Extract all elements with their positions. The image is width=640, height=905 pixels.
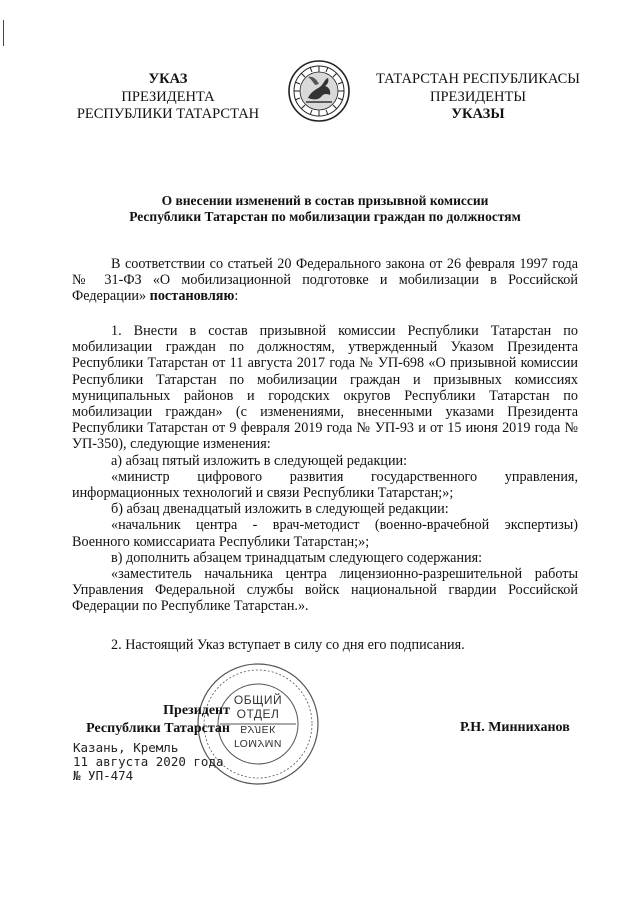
preamble-colon: : <box>234 288 239 305</box>
item-2 <box>72 637 578 653</box>
preamble <box>72 256 578 305</box>
document-title <box>60 193 590 225</box>
decree-date: 11 августа 2020 года <box>73 754 224 769</box>
decree-word-tt: УКАЗЫ <box>451 106 505 122</box>
item-1 <box>72 323 578 615</box>
tatarstan-coat-of-arms-icon <box>288 60 350 122</box>
item-1-a-label: а) абзац пятый изложить в следующей редакции: <box>111 452 408 469</box>
president-word-tt: ПРЕЗИДЕНТЫ <box>429 88 527 105</box>
item-1-b-text: «начальник центра - врач-методист (военно-врачебной экспертизы) Военного комиссариата Республики Татарстан;»; <box>72 517 578 550</box>
title-line-1: О внесении изменений в состав призывной комиссии <box>161 193 489 208</box>
item-2-text: 2. Настоящий Указ вступает в силу со дня его подписания. <box>111 637 465 653</box>
item-1-c-text: «заместитель начальника центра лицензионно-разрешительной работы Управления Федеральной службы войск национальной гвардии Российской Федерации по Республике Татарстан.». <box>72 566 578 615</box>
item-1-intro: 1. Внести в состав призывной комиссии Республики Татарстан по мобилизации граждан по должностям, утвержденный Указом Президента Республики Татарстан от 11 августа 2017 года № УП-698 «О призывной комиссии Республики Татарстан по мобилизации граждан и призывных комиссиях муниципальных районов и городских округов Республики Татарстан по мобилизации граждан» (с изменениями, внесенными указами Президента Республики Татарстан от 9 февраля 2019 года № УП-93 и от 15 июня 2019 года № УП-350), следующие изменения: <box>72 323 578 453</box>
president-word-ru: ПРЕЗИДЕНТА <box>121 88 215 105</box>
stamp-line-3: БУЛЕК <box>240 723 276 735</box>
item-1-b-label: б) абзац двенадцатый изложить в следующей редакции: <box>111 501 449 518</box>
item-1-c-label: в) дополнить абзацем тринадцатым следующего содержания: <box>111 549 483 566</box>
header-right <box>362 71 594 124</box>
scan-edge-mark <box>3 20 4 46</box>
header-left <box>62 71 274 124</box>
republic-name-tt: ТАТАРСТАН РЕСПУБЛИКАСЫ <box>376 71 580 87</box>
signatory-title-line-1: Президент <box>163 703 230 718</box>
decree-keyword: постановляю <box>149 288 235 305</box>
stamp-line-1: ОБЩИЙ <box>233 693 283 707</box>
stamp-line-4: ГОМУМИ <box>234 737 282 749</box>
preamble-text: В соответствии со статьей 20 Федерального закона от 26 февраля 1997 года № 31-ФЗ «О мобилизационной подготовке и мобилизации в Российской Федерации» <box>72 256 578 305</box>
decree-word-ru: УКАЗ <box>148 71 188 87</box>
signatory-name: Р.Н. Минниханов <box>460 720 570 735</box>
stamp-line-2: ОТДЕЛ <box>236 707 280 721</box>
signatory-title-line-2: Республики Татарстан <box>86 720 230 736</box>
title-line-2: Республики Татарстан по мобилизации граждан по должностям <box>129 209 521 224</box>
decree-number: № УП-474 <box>73 768 134 783</box>
signatory-title <box>80 702 230 737</box>
decree-place: Казань, Кремль <box>73 740 179 755</box>
item-1-a-text: «министр цифрового развития государственного управления, информационных технологий и связи Республики Татарстан;»; <box>72 468 578 502</box>
decree-meta <box>73 741 224 783</box>
republic-name-ru: РЕСПУБЛИКИ ТАТАРСТАН <box>76 106 260 122</box>
